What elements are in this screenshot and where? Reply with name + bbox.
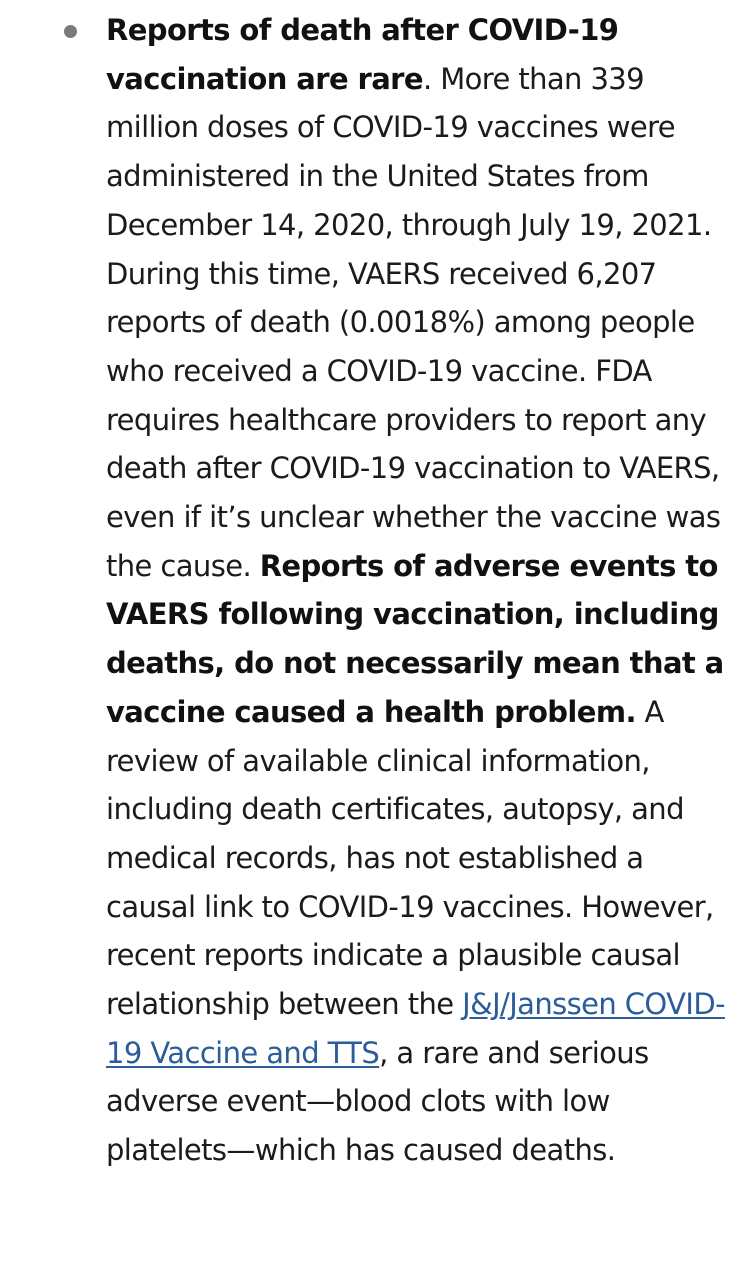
list-item-paragraph	[106, 6, 728, 1175]
bullet-point	[64, 25, 77, 38]
lead-bold-text: Reports of death after COVID-19 vaccination are rare	[106, 13, 619, 96]
body-text-2: A review of available clinical information, including death certificates, autopsy, and medical records, has not established a causal link to COVID-19 vaccines. However, recent reports indicate a plausible causal relationship between the	[106, 694, 714, 1022]
body-text-1: More than 339 million doses of COVID-19 vaccines were administered in the United States from December 14, 2020, through July 19, 2021. During this time, VAERS received 6,207 reports of death (0.0018%) among people who received a COVID-19 vaccine. FDA requires healthcare providers to report any death after COVID-19 vaccination to VAERS, even if it’s unclear whether the vaccine was the cause.	[106, 61, 721, 583]
emphasis-bold-text: Reports of adverse events to VAERS following vaccination, including deaths, do not necessarily mean that a vaccine caused a health problem.	[106, 548, 724, 729]
lead-punctuation: .	[422, 61, 432, 96]
janssen-tts-link[interactable]: J&J/Janssen COVID-19 Vaccine and TTS	[106, 987, 725, 1070]
body-text-3: , a rare and serious adverse event—blood clots with low platelets—which has caused deaths.	[106, 1035, 649, 1168]
